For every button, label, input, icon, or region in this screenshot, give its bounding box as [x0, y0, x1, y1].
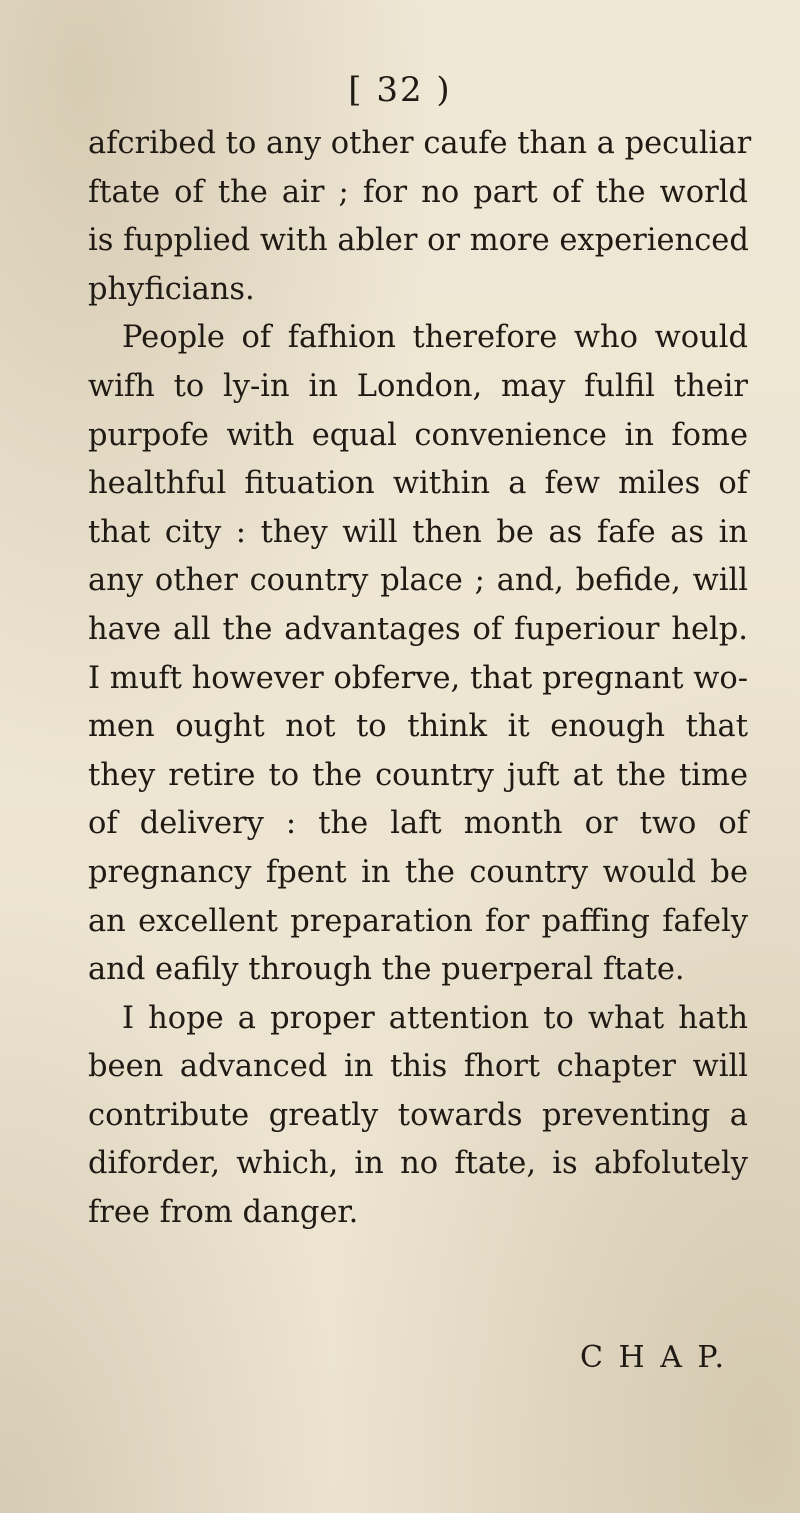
- text-line: an excellent preparation for paffing fafely: [88, 903, 748, 939]
- text-line: purpofe with equal convenience in fome: [88, 417, 748, 453]
- text-line: and eafily through the puerperal ftate.: [88, 952, 685, 988]
- text-line: pregnancy fpent in the country would be: [88, 854, 748, 890]
- text-line: ftate of the air ; for no part of the world: [88, 174, 748, 210]
- text-line: men ought not to think it enough that: [88, 709, 748, 745]
- text-line: healthful fituation within a few miles of: [88, 466, 748, 502]
- body-text: [88, 120, 752, 1238]
- paragraph-2: [88, 314, 748, 994]
- text-line: any other country place ; and, befide, will: [88, 563, 748, 599]
- page-number: [ 32 ): [348, 70, 452, 110]
- text-line: People of fafhion therefore who would: [122, 320, 748, 356]
- text-line: contribute greatly towards preventing a: [88, 1097, 748, 1133]
- text-line: free from danger.: [88, 1195, 359, 1231]
- text-line: that city : they will then be as fafe as in: [88, 514, 748, 550]
- text-line: I hope a proper attention to what hath: [122, 1000, 748, 1036]
- catchword: C H A P.: [580, 1340, 728, 1375]
- text-line: afcribed to any other caufe than a peculiar: [88, 126, 752, 161]
- text-line: have all the advantages of fuperiour help.: [88, 611, 748, 647]
- text-line: of delivery : the laft month or two of: [88, 806, 748, 842]
- paragraph-1: [88, 120, 752, 314]
- text-line: diforder, which, in no ftate, is abfolutely: [88, 1146, 748, 1182]
- text-line: I muft however obferve, that pregnant wo-: [88, 660, 748, 696]
- text-line: is fupplied with abler or more experienced: [88, 223, 749, 259]
- text-line: been advanced in this fhort chapter will: [88, 1049, 748, 1085]
- text-line: wifh to ly-in in London, may fulfil their: [88, 368, 748, 404]
- text-line: phyficians.: [88, 271, 255, 307]
- paragraph-3: [88, 995, 748, 1238]
- text-line: they retire to the country juft at the time: [88, 757, 748, 793]
